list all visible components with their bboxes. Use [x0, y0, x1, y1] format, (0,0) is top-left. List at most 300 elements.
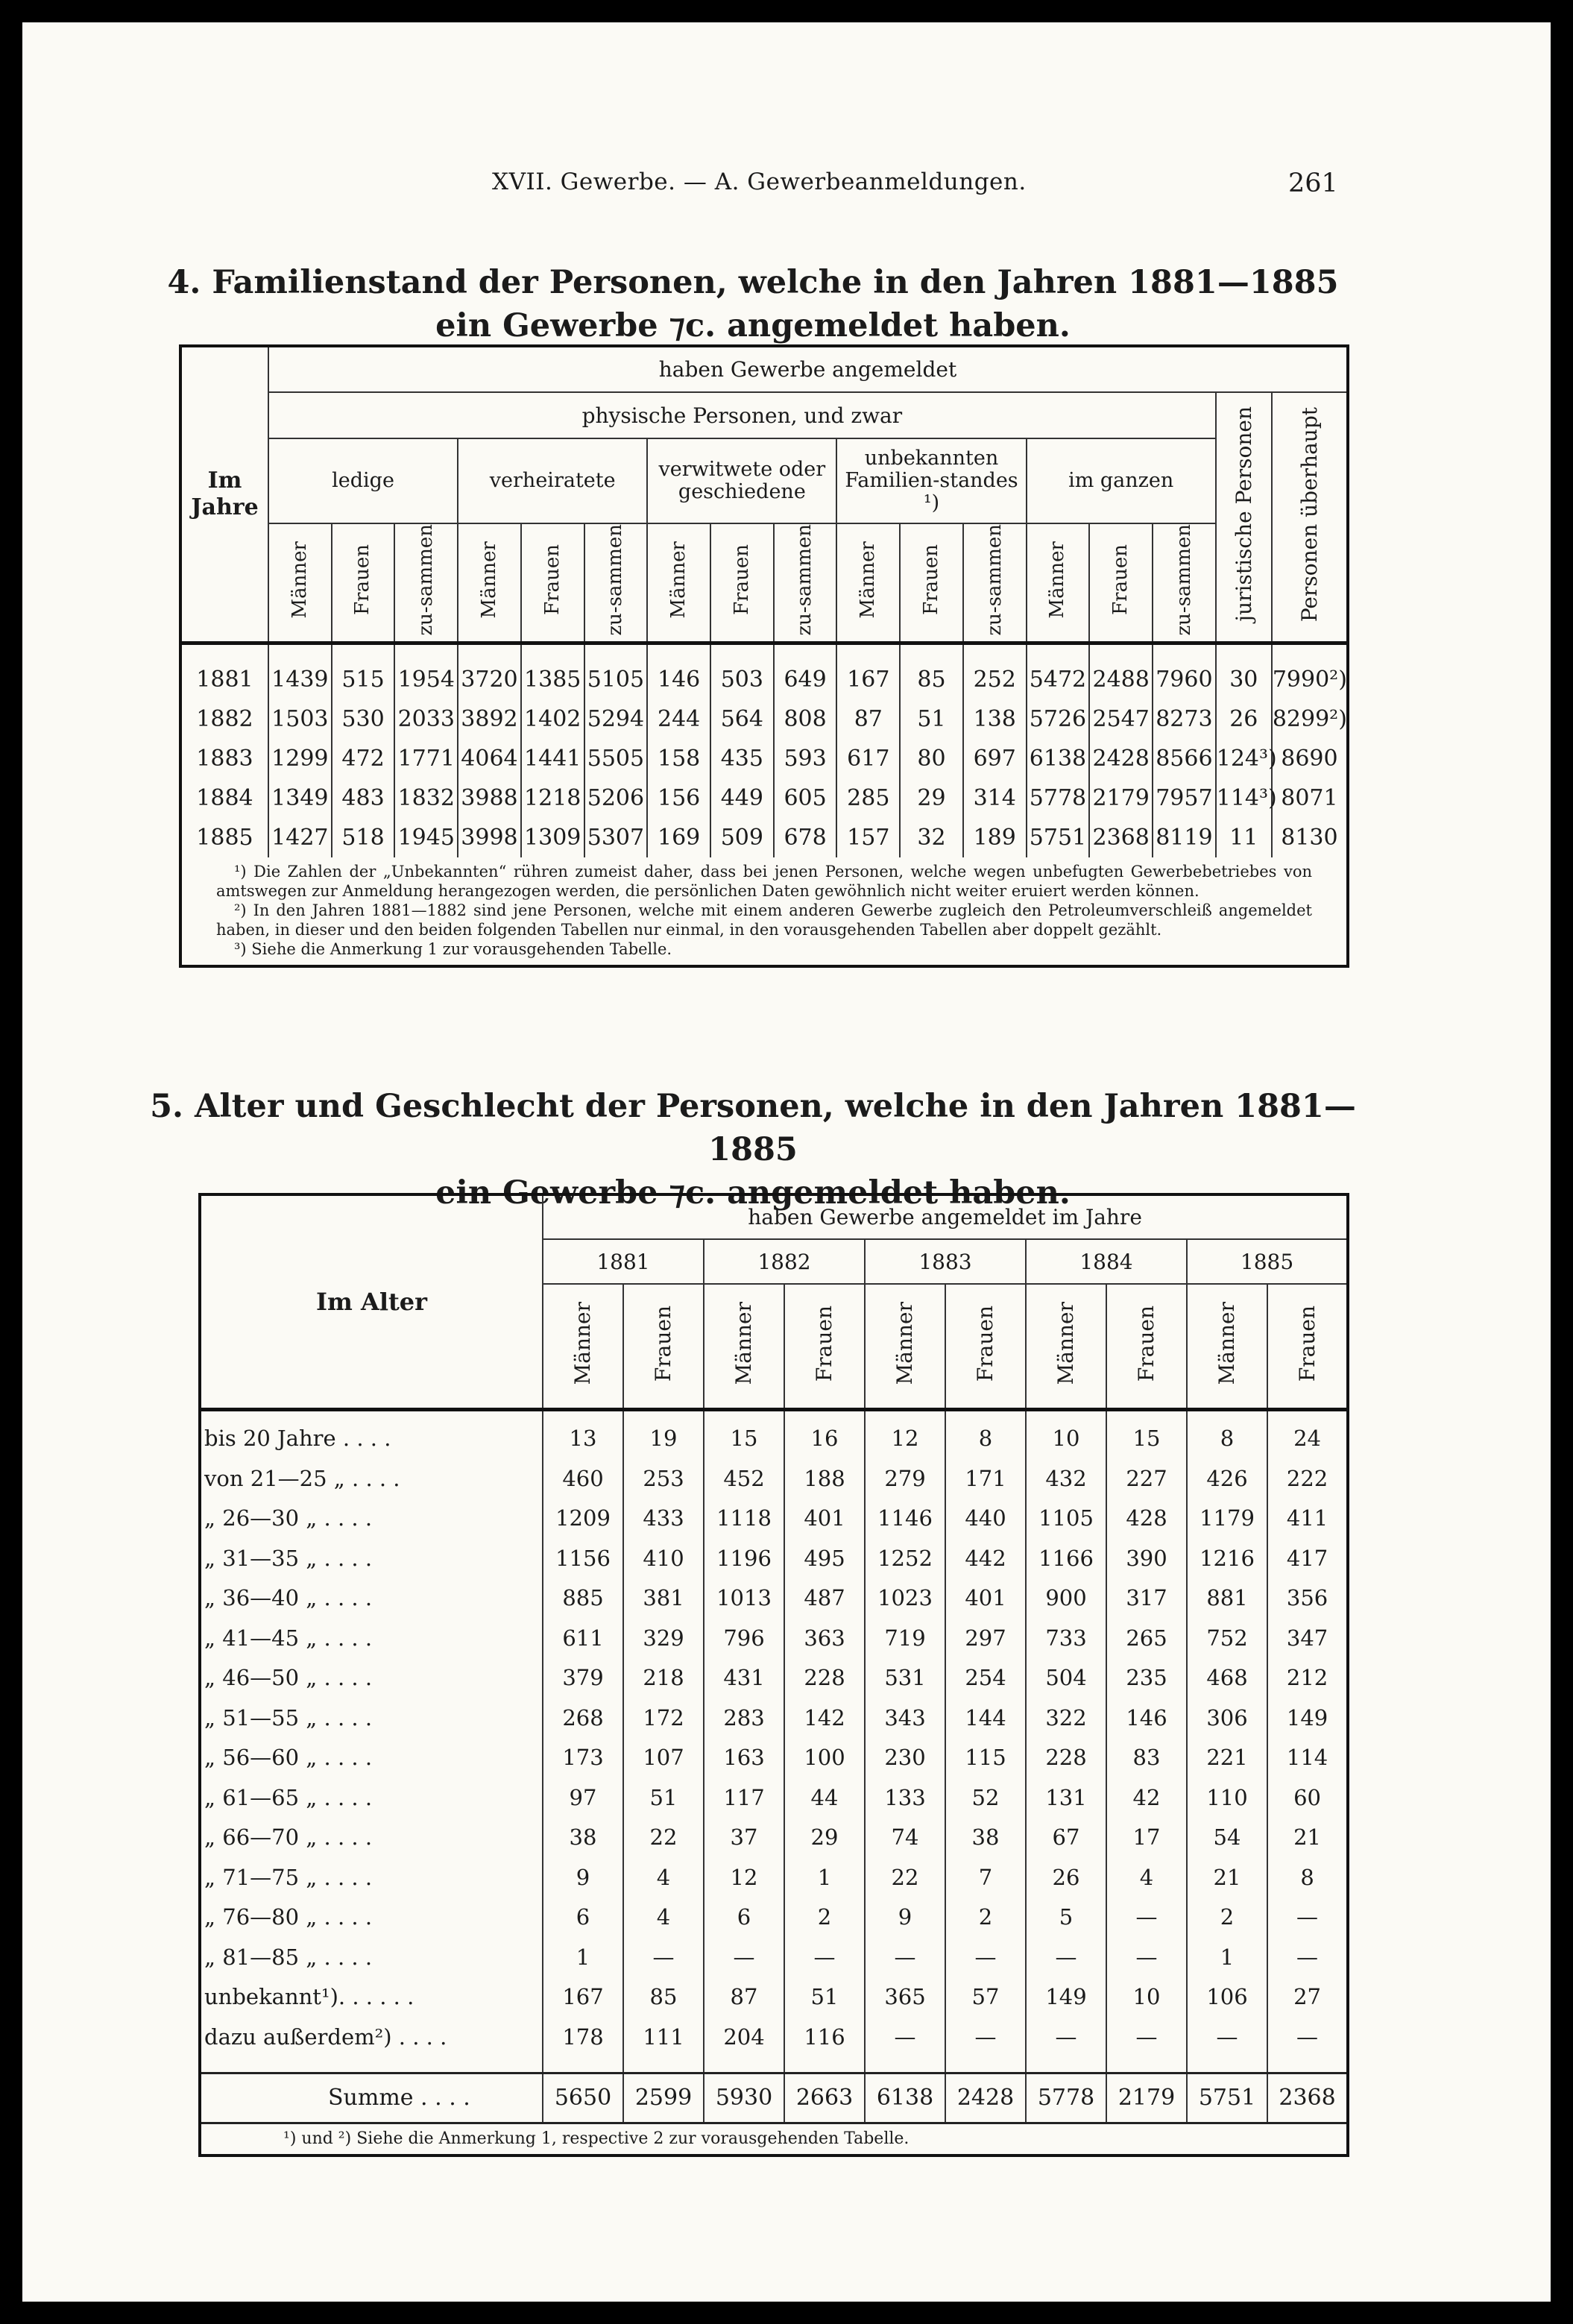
table5-cell: 9: [543, 1857, 623, 1898]
table4-subheader: [836, 523, 900, 643]
table4-cell: 5726: [1027, 699, 1090, 739]
table5-cell: 85: [623, 1977, 704, 2018]
table5-cell: 178: [543, 2017, 623, 2057]
table5-cell: 796: [704, 1618, 784, 1658]
table5-cell: 172: [623, 1698, 704, 1738]
table5-cell: 19: [623, 1419, 704, 1459]
table-row: [200, 1658, 1348, 1698]
table4-rule-cell: [584, 643, 648, 660]
table5-cell: 487: [784, 1578, 865, 1619]
table4-subheader: [521, 523, 584, 643]
table5-cell: 13: [543, 1419, 623, 1459]
table5-year-header: 1885: [1187, 1239, 1348, 1284]
table4-cell: 518: [332, 818, 395, 857]
table5-cell: —: [784, 1937, 865, 1977]
table5-sum-cell: 2599: [623, 2073, 704, 2123]
table5-sum-cell: 5930: [704, 2073, 784, 2123]
table5-sum-cell: 6138: [865, 2073, 945, 2123]
table5-cell: 433: [623, 1499, 704, 1539]
table4-cell: 7990²): [1272, 660, 1348, 699]
table5-footnote-row: [200, 2123, 1348, 2155]
table5-cell: 283: [704, 1698, 784, 1738]
table5-cell: 1105: [1026, 1499, 1106, 1539]
table5-cell: 1209: [543, 1499, 623, 1539]
table5-rule-cell: [1187, 1409, 1267, 1419]
table5-rule-cell: [1106, 1409, 1187, 1419]
table4-cell: 3892: [458, 699, 521, 739]
table4-cell: 1402: [521, 699, 584, 739]
table5-subheader-text: Männer: [570, 1302, 596, 1385]
table4-subheader: [584, 523, 648, 643]
table4-cell: 1427: [268, 818, 332, 857]
table5-sum-cell: 2428: [945, 2073, 1026, 2123]
table5-subheader: [1187, 1284, 1267, 1409]
table4-subheader-text: Frauen: [351, 544, 374, 616]
table5-gap-cell: [543, 2057, 623, 2073]
table5-cell: 21: [1267, 1818, 1348, 1858]
table4-subheader: [394, 523, 458, 643]
table5-cell: 317: [1106, 1578, 1187, 1619]
table4-subheader: [332, 523, 395, 643]
table5-cell: 1216: [1187, 1538, 1267, 1578]
table4-year-cell: 1881: [180, 660, 268, 699]
table-row: [200, 1977, 1348, 2018]
table5-cell: 4: [1106, 1857, 1187, 1898]
table5-cell: —: [945, 1937, 1026, 1977]
table5-cell: 97: [543, 1777, 623, 1818]
table4-cell: 158: [647, 739, 710, 778]
table4-footnote: ¹) Die Zahlen der „Unbekannten“ rühren zumeist daher, dass bei jenen Personen, welche wegen unbefugten Gewerbebetriebes von amtswegen zur Anmeldung herangezogen werden, die persönlichen Daten gewöhnlich nicht weiter eruiert werden können.: [216, 862, 1312, 900]
table5-age-label: „ 51—55 „ . . . .: [200, 1698, 543, 1738]
table5-cell: 212: [1267, 1658, 1348, 1698]
table5-cell: —: [865, 2017, 945, 2057]
table5-cell: 329: [623, 1618, 704, 1658]
table4-cell: 167: [836, 660, 900, 699]
table4-cell: 2368: [1089, 818, 1153, 857]
table5-cell: 4: [623, 1857, 704, 1898]
table4-cell: 503: [710, 660, 774, 699]
table5-cell: 719: [865, 1618, 945, 1658]
table5-age-header: Im Alter: [200, 1194, 543, 1409]
table5-age-label: von 21—25 „ . . . .: [200, 1458, 543, 1499]
table5-cell: 15: [1106, 1419, 1187, 1459]
table4-group-header: unbekannten Familien-standes ¹): [836, 438, 1026, 523]
table4-cell: 3988: [458, 778, 521, 818]
table4-cell: 1503: [268, 699, 332, 739]
table5-cell: 10: [1106, 1977, 1187, 2018]
table5-cell: 115: [945, 1738, 1026, 1778]
table4-cell: 30: [1216, 660, 1272, 699]
table5-subheader-text: Männer: [731, 1302, 757, 1385]
table5-gap-cell: [865, 2057, 945, 2073]
table4-subheader-text: zu-sammen: [793, 524, 816, 636]
table5-cell: 442: [945, 1538, 1026, 1578]
table4-cell: 8690: [1272, 739, 1348, 778]
table4-subheader: [647, 523, 710, 643]
table5-gap-cell: [1187, 2057, 1267, 2073]
table-row: [200, 1857, 1348, 1898]
table5-subheader-text: Frauen: [651, 1305, 676, 1382]
table5-cell: 42: [1106, 1777, 1187, 1818]
table4-rule-cell: [521, 643, 584, 660]
table5-rule-cell: [865, 1409, 945, 1419]
table5-cell: 52: [945, 1777, 1026, 1818]
table4-cell: 5505: [584, 739, 648, 778]
table5-cell: 117: [704, 1777, 784, 1818]
table-row: [200, 1777, 1348, 1818]
table5-cell: 37: [704, 1818, 784, 1858]
table4-subheader: [1089, 523, 1153, 643]
table4-year-cell: 1885: [180, 818, 268, 857]
table5-rule: [200, 1409, 1348, 1419]
table4-cell: 169: [647, 818, 710, 857]
running-head: XVII. Gewerbe. — A. Gewerbeanmeldungen.: [492, 169, 1027, 195]
table4-natural-header: physische Personen, und zwar: [268, 392, 1216, 438]
table5-cell: 1: [543, 1937, 623, 1977]
table5-age-label: „ 36—40 „ . . . .: [200, 1578, 543, 1619]
table5-cell: 8: [1187, 1419, 1267, 1459]
table4-rule-cell: [1089, 643, 1153, 660]
table5-gap-cell: [1026, 2057, 1106, 2073]
table5-gap: [200, 2057, 1348, 2073]
table5-cell: 221: [1187, 1738, 1267, 1778]
table4-total-header: Personen überhaupt: [1272, 392, 1348, 643]
table4-cell: 29: [900, 778, 963, 818]
table5-sum-label: Summe . . . .: [200, 2073, 543, 2123]
table5-cell: 144: [945, 1698, 1026, 1738]
table4-group-header: im ganzen: [1027, 438, 1216, 523]
table4-cell: 530: [332, 699, 395, 739]
table4-cell: 8566: [1153, 739, 1216, 778]
table4-subheader: [963, 523, 1027, 643]
table4-cell: 2428: [1089, 739, 1153, 778]
table5-cell: 1: [784, 1857, 865, 1898]
table5-cell: 504: [1026, 1658, 1106, 1698]
table4-cell: 8130: [1272, 818, 1348, 857]
table4-cell: 1309: [521, 818, 584, 857]
table5-subheader: [1106, 1284, 1187, 1409]
table4-subheader-text: Frauen: [1109, 544, 1132, 616]
table5-cell: 114: [1267, 1738, 1348, 1778]
table5-cell: 12: [865, 1419, 945, 1459]
table4: [179, 344, 1349, 968]
table4-rule-cell: [332, 643, 395, 660]
table5-rule-cell: [1026, 1409, 1106, 1419]
table5-cell: —: [1267, 1898, 1348, 1938]
table5-cell: —: [623, 1937, 704, 1977]
table5-cell: 6: [704, 1898, 784, 1938]
table4-subheader-text: Männer: [666, 541, 690, 619]
table5-cell: —: [945, 2017, 1026, 2057]
table-row: [180, 660, 1348, 699]
table5-cell: 44: [784, 1777, 865, 1818]
table4-cell: 593: [774, 739, 837, 778]
table5-cell: 253: [623, 1458, 704, 1499]
table5-gap-cell: [945, 2057, 1026, 2073]
table5-cell: 57: [945, 1977, 1026, 2018]
table4-cell: 2179: [1089, 778, 1153, 818]
table4-cell: 7960: [1153, 660, 1216, 699]
table5-cell: 24: [1267, 1419, 1348, 1459]
table5-cell: 173: [543, 1738, 623, 1778]
table5-cell: 460: [543, 1458, 623, 1499]
page-number: 261: [1288, 169, 1338, 198]
table5-subheader-text: Frauen: [973, 1305, 998, 1382]
table5-cell: 365: [865, 1977, 945, 2018]
table5-rule-cell: [784, 1409, 865, 1419]
table5-cell: 347: [1267, 1618, 1348, 1658]
table4-rule-cell: [1027, 643, 1090, 660]
table4-cell: 1385: [521, 660, 584, 699]
table5-cell: 322: [1026, 1698, 1106, 1738]
table5-gap-cell: [623, 2057, 704, 2073]
table4-cell: 7957: [1153, 778, 1216, 818]
table5-cell: 111: [623, 2017, 704, 2057]
table5-cell: 401: [784, 1499, 865, 1539]
table5-subheader-text: Frauen: [1134, 1305, 1159, 1382]
table4-cell: 1954: [394, 660, 458, 699]
table5-cell: 106: [1187, 1977, 1267, 2018]
table5-cell: 107: [623, 1738, 704, 1778]
table5-age-label: „ 61—65 „ . . . .: [200, 1777, 543, 1818]
table4-cell: 5778: [1027, 778, 1090, 818]
table4-rule-cell: [963, 643, 1027, 660]
table5-cell: 83: [1106, 1738, 1187, 1778]
table5-year-header: 1884: [1026, 1239, 1187, 1284]
table5-cell: 1013: [704, 1578, 784, 1619]
table5-subheader: [1267, 1284, 1348, 1409]
table5-year-header: 1881: [543, 1239, 704, 1284]
table4-cell: 564: [710, 699, 774, 739]
table5-cell: 167: [543, 1977, 623, 2018]
table5-cell: 67: [1026, 1818, 1106, 1858]
table5-cell: 900: [1026, 1578, 1106, 1619]
table4-cell: 515: [332, 660, 395, 699]
table5-cell: 1: [1187, 1937, 1267, 1977]
table5-cell: 142: [784, 1698, 865, 1738]
table4-year-cell: 1882: [180, 699, 268, 739]
table5-cell: 149: [1026, 1977, 1106, 2018]
table5-cell: 417: [1267, 1538, 1348, 1578]
table4-cell: 1945: [394, 818, 458, 857]
table-row: [200, 1499, 1348, 1539]
table4-cell: 509: [710, 818, 774, 857]
table5-rule-cell: [623, 1409, 704, 1419]
table5-cell: 468: [1187, 1658, 1267, 1698]
table4-cell: 51: [900, 699, 963, 739]
table4-cell: 1771: [394, 739, 458, 778]
table5-cell: 230: [865, 1738, 945, 1778]
table4-subheader: [774, 523, 837, 643]
table4-cell: 697: [963, 739, 1027, 778]
table4-cell: 314: [963, 778, 1027, 818]
table5-cell: —: [1026, 2017, 1106, 2057]
table4-subheader-text: zu-sammen: [1172, 524, 1195, 636]
table5-cell: 1166: [1026, 1538, 1106, 1578]
table5: [198, 1193, 1349, 2157]
table4-year-header: Im Jahre: [180, 346, 268, 643]
table5-cell: 228: [784, 1658, 865, 1698]
table5-cell: 2: [784, 1898, 865, 1938]
table4-rule: [180, 643, 1348, 660]
table5-age-label: „ 81—85 „ . . . .: [200, 1937, 543, 1977]
table-row: [200, 1578, 1348, 1619]
table5-cell: 87: [704, 1977, 784, 2018]
table4-subheader-text: Männer: [857, 541, 880, 619]
table5-sum-cell: 2368: [1267, 2073, 1348, 2123]
table4-rule-cell: [900, 643, 963, 660]
table-row: [200, 1818, 1348, 1858]
table5-cell: 38: [945, 1818, 1026, 1858]
table5-cell: 228: [1026, 1738, 1106, 1778]
table-row: [200, 1937, 1348, 1977]
table5-rule-cell: [200, 1409, 543, 1419]
table4-cell: 87: [836, 699, 900, 739]
table4-rule-cell: [774, 643, 837, 660]
table5-cell: 27: [1267, 1977, 1348, 2018]
table5-cell: —: [1106, 1898, 1187, 1938]
table4-footnote: ²) In den Jahren 1881—1882 sind jene Personen, welche mit einem anderen Gewerbe zugleich den Petroleumverschleiß angemeldet haben, in dieser und den beiden folgenden Tabellen nur einmal, in den vorausgehenden Tabellen aber doppelt gezählt.: [216, 901, 1312, 939]
table4-cell: 189: [963, 818, 1027, 857]
table4-year-cell: 1883: [180, 739, 268, 778]
table5-gap-cell: [704, 2057, 784, 2073]
table4-cell: 1439: [268, 660, 332, 699]
table4-cell: 156: [647, 778, 710, 818]
table5-cell: 116: [784, 2017, 865, 2057]
table5-cell: 131: [1026, 1777, 1106, 1818]
table5-title-line2: ein Gewerbe ⁊c. angemeldet haben.: [435, 1174, 1071, 1212]
table4-cell: 605: [774, 778, 837, 818]
table5-cell: 171: [945, 1458, 1026, 1499]
table5-sum-cell: 5778: [1026, 2073, 1106, 2123]
table4-cell: 483: [332, 778, 395, 818]
table5-top-header: haben Gewerbe angemeldet im Jahre: [543, 1194, 1348, 1239]
table5-age-label: bis 20 Jahre . . . .: [200, 1419, 543, 1459]
table5-cell: 5: [1026, 1898, 1106, 1938]
table5-cell: 611: [543, 1618, 623, 1658]
table-row: [200, 1538, 1348, 1578]
table4-rule-cell: [268, 643, 332, 660]
table5-cell: 227: [1106, 1458, 1187, 1499]
table4-rule-cell: [647, 643, 710, 660]
table4-title-line2: ein Gewerbe ⁊c. angemeldet haben.: [435, 307, 1071, 344]
table4-subheader-text: Frauen: [540, 544, 564, 616]
table5-cell: 343: [865, 1698, 945, 1738]
table5-cell: 1179: [1187, 1499, 1267, 1539]
table5-cell: 38: [543, 1818, 623, 1858]
table5-sum-cell: 5650: [543, 2073, 623, 2123]
table-row: [200, 1898, 1348, 1938]
table5-age-label: dazu außerdem²) . . . .: [200, 2017, 543, 2057]
table4-rule-cell: [1216, 643, 1272, 660]
table5-cell: 22: [865, 1857, 945, 1898]
table5-cell: 452: [704, 1458, 784, 1499]
table5-cell: 379: [543, 1658, 623, 1698]
table5-cell: 356: [1267, 1578, 1348, 1619]
table5-gap-cell: [200, 2057, 543, 2073]
table5-gap-cell: [1106, 2057, 1187, 2073]
table5-cell: 10: [1026, 1419, 1106, 1459]
table4-cell: 617: [836, 739, 900, 778]
table5-subheader-text: Männer: [1214, 1302, 1240, 1385]
table4-subheader: [458, 523, 521, 643]
table4-title-line1: 4. Familienstand der Personen, welche in den Jahren 1881—1885: [167, 264, 1339, 301]
table5-cell: 22: [623, 1818, 704, 1858]
table5-cell: 15: [704, 1419, 784, 1459]
table4-cell: 26: [1216, 699, 1272, 739]
table4-rule-cell: [394, 643, 458, 660]
table4-subheader-row: [180, 523, 1348, 643]
table5-subheader: [865, 1284, 945, 1409]
table5-sum-cell: 2663: [784, 2073, 865, 2123]
table5-age-label: „ 71—75 „ . . . .: [200, 1857, 543, 1898]
table5-cell: 1146: [865, 1499, 945, 1539]
table5-cell: —: [865, 1937, 945, 1977]
table4-cell: 3998: [458, 818, 521, 857]
table5-cell: 1156: [543, 1538, 623, 1578]
table4-body: [180, 660, 1348, 857]
table-row: [180, 778, 1348, 818]
table4-rule-cell: [836, 643, 900, 660]
table5-cell: 218: [623, 1658, 704, 1698]
table4-subheader: [268, 523, 332, 643]
table5-cell: 100: [784, 1738, 865, 1778]
table5-cell: 6: [543, 1898, 623, 1938]
table5-subheader-text: Männer: [1053, 1302, 1079, 1385]
table5-cell: 51: [784, 1977, 865, 2018]
table5-cell: 16: [784, 1419, 865, 1459]
table-row: [180, 739, 1348, 778]
table4-group-header: verwitwete oder geschiedene: [647, 438, 836, 523]
table4-subheader: [1027, 523, 1090, 643]
table5-cell: 265: [1106, 1618, 1187, 1658]
table5-age-label: „ 76—80 „ . . . .: [200, 1898, 543, 1938]
page: [22, 22, 1551, 2302]
table4-subheader-text: zu-sammen: [983, 524, 1006, 636]
table-row: [200, 1698, 1348, 1738]
table4-cell: 8119: [1153, 818, 1216, 857]
table4-cell: 5472: [1027, 660, 1090, 699]
table4-cell: 114³): [1216, 778, 1272, 818]
table-row: [200, 1419, 1348, 1459]
table4-cell: 80: [900, 739, 963, 778]
table5-cell: 222: [1267, 1458, 1348, 1499]
table4-cell: 8299²): [1272, 699, 1348, 739]
table5-cell: 254: [945, 1658, 1026, 1698]
table5-cell: 54: [1187, 1818, 1267, 1858]
table5-cell: 8: [945, 1419, 1026, 1459]
table4-subheader-text: Männer: [1046, 541, 1069, 619]
table4-cell: 649: [774, 660, 837, 699]
table4-cell: 146: [647, 660, 710, 699]
table5-cell: 495: [784, 1538, 865, 1578]
table5-subheader-text: Frauen: [812, 1305, 837, 1382]
table-row: [200, 1458, 1348, 1499]
table5-cell: 390: [1106, 1538, 1187, 1578]
table5-cell: 428: [1106, 1499, 1187, 1539]
table5-age-label: „ 31—35 „ . . . .: [200, 1538, 543, 1578]
table5-cell: 149: [1267, 1698, 1348, 1738]
table5-cell: 426: [1187, 1458, 1267, 1499]
table4-cell: 285: [836, 778, 900, 818]
table5-sum-cell: 2179: [1106, 2073, 1187, 2123]
table5-cell: 401: [945, 1578, 1026, 1619]
table4-cell: 2033: [394, 699, 458, 739]
table-row: [200, 2017, 1348, 2057]
table5-subheader: [945, 1284, 1026, 1409]
table5-cell: 188: [784, 1458, 865, 1499]
table5-gap-cell: [784, 2057, 865, 2073]
